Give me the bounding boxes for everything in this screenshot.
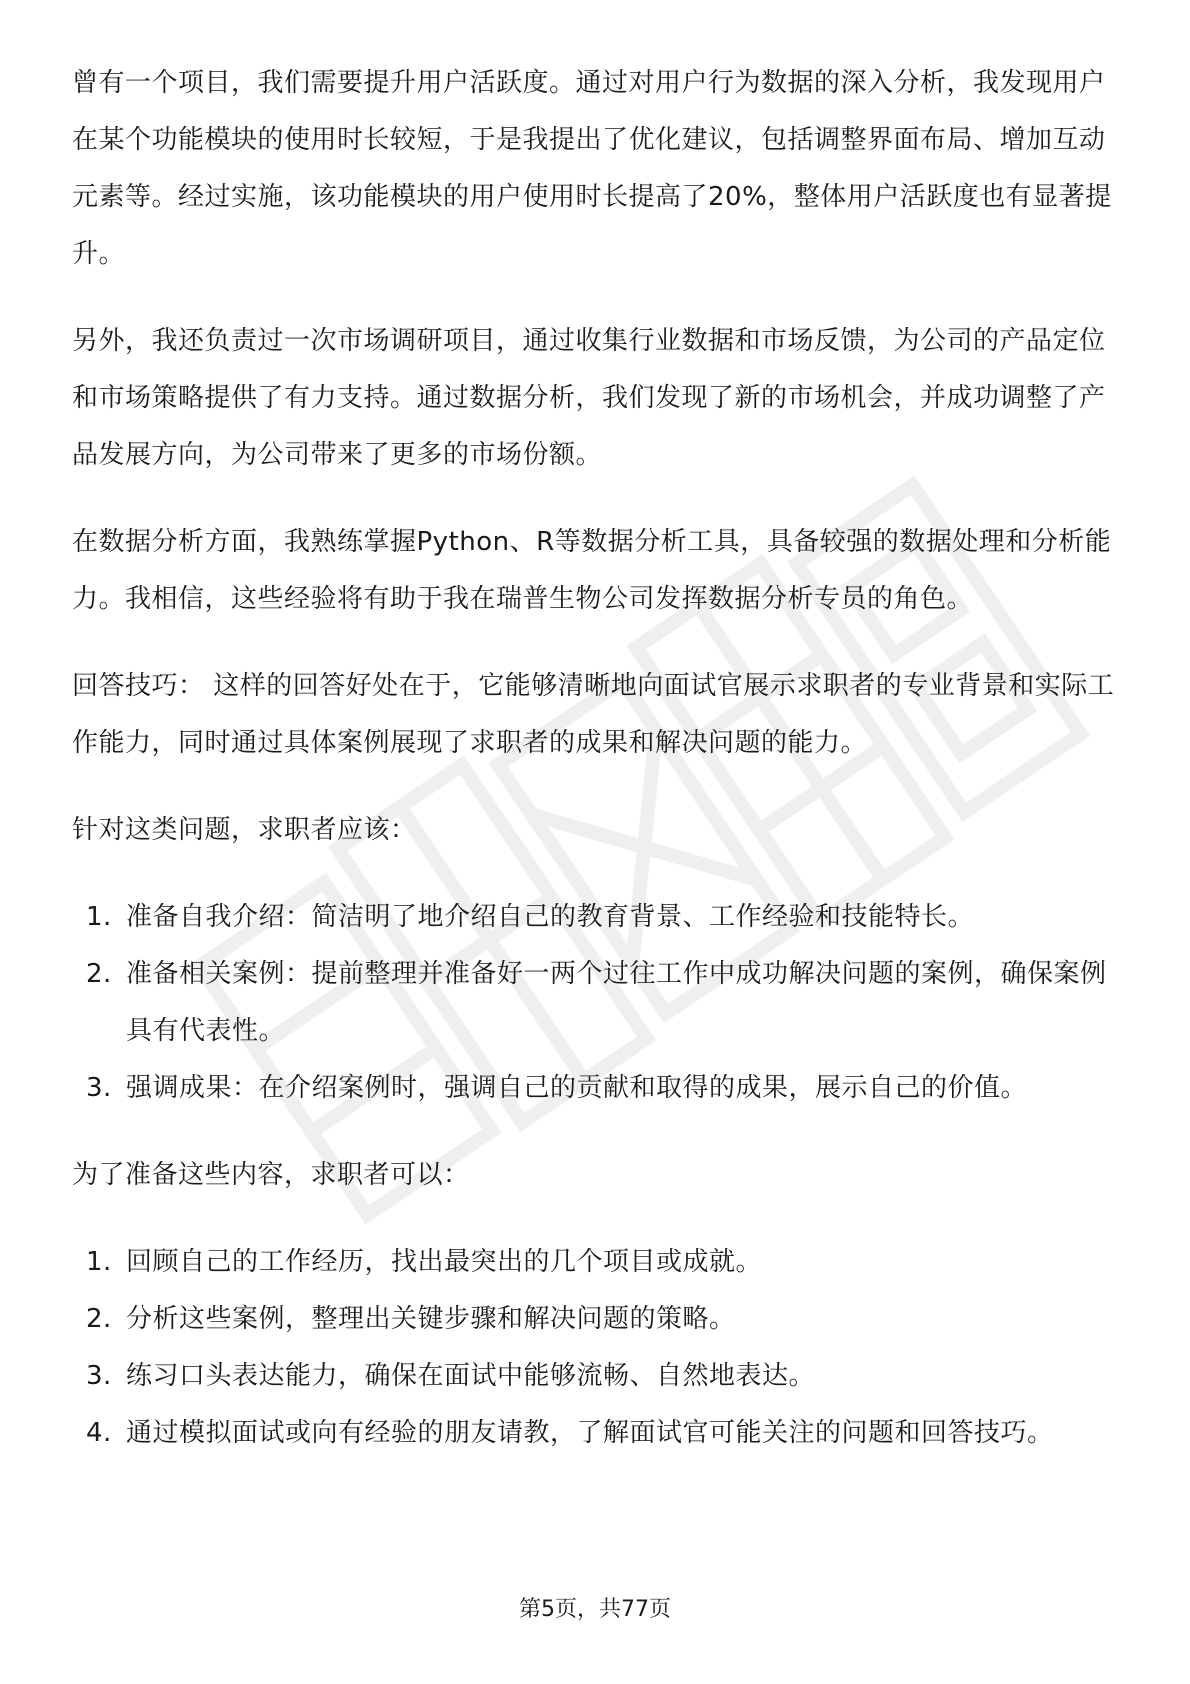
paragraph-answer-tips: 回答技巧： 这样的回答好处在于，它能够清晰地向面试官展示求职者的专业背景和实际工作能力，同时通过具体案例展现了求职者的成果和解决问题的能力。 — [72, 671, 1115, 758]
advice-list — [72, 889, 1122, 1117]
page-number-footer: 第5页，共77页 — [519, 1597, 671, 1622]
list-item — [72, 1291, 1122, 1348]
list-item-text: 准备相关案例：提前整理并准备好一两个过往工作中成功解决问题的案例，确保案例具有代表性。 — [126, 959, 1107, 1046]
list-item-text: 准备自我介绍：简洁明了地介绍自己的教育背景、工作经验和技能特长。 — [126, 902, 975, 932]
paragraph-project-activity: 曾有一个项目，我们需要提升用户活跃度。通过对用户行为数据的深入分析，我发现用户在某个功能模块的使用时长较短，于是我提出了优化建议，包括调整界面布局、增加互动元素等。经过实施，该功能模块的用户使用时长提高了20%，整体用户活跃度也有显著提升。 — [72, 68, 1112, 269]
paragraph-list1-intro: 针对这类问题，求职者应该： — [72, 815, 417, 845]
paragraph-data-skills: 在数据分析方面，我熟练掌握Python、R等数据分析工具，具备较强的数据处理和分析能力。我相信，这些经验将有助于我在瑞普生物公司发挥数据分析专员的角色。 — [72, 527, 1112, 614]
list-item-number: 1. — [86, 902, 112, 932]
paragraph-list2-intro: 为了准备这些内容，求职者可以： — [72, 1160, 470, 1190]
list-item-number: 3. — [86, 1361, 112, 1391]
list-item-number: 3. — [86, 1073, 112, 1103]
preparation-list — [72, 1234, 1122, 1462]
list-item — [72, 1234, 1122, 1291]
list-item-number: 2. — [86, 1304, 112, 1334]
list-item — [72, 1405, 1122, 1462]
list-item — [72, 889, 1122, 946]
list-item-number: 4. — [86, 1418, 112, 1448]
list-item — [72, 946, 1122, 1060]
list-item — [72, 1060, 1122, 1117]
list-item-text: 强调成果：在介绍案例时，强调自己的贡献和取得的成果，展示自己的价值。 — [126, 1073, 1028, 1103]
document-body — [72, 55, 1122, 1492]
list-item-text: 通过模拟面试或向有经验的朋友请教，了解面试官可能关注的问题和回答技巧。 — [126, 1418, 1054, 1448]
list-item-number: 2. — [86, 959, 112, 989]
list-item-text: 分析这些案例，整理出关键步骤和解决问题的策略。 — [126, 1304, 736, 1334]
list-item-text: 回顾自己的工作经历，找出最突出的几个项目或成就。 — [126, 1247, 763, 1277]
list-item — [72, 1348, 1122, 1405]
paragraph-market-research: 另外，我还负责过一次市场调研项目，通过收集行业数据和市场反馈，为公司的产品定位和市场策略提供了有力支持。通过数据分析，我们发现了新的市场机会，并成功调整了产品发展方向，为公司带来了更多的市场份额。 — [72, 326, 1106, 470]
list-item-number: 1. — [86, 1247, 112, 1277]
list-item-text: 练习口头表达能力，确保在面试中能够流畅、自然地表达。 — [126, 1361, 816, 1391]
